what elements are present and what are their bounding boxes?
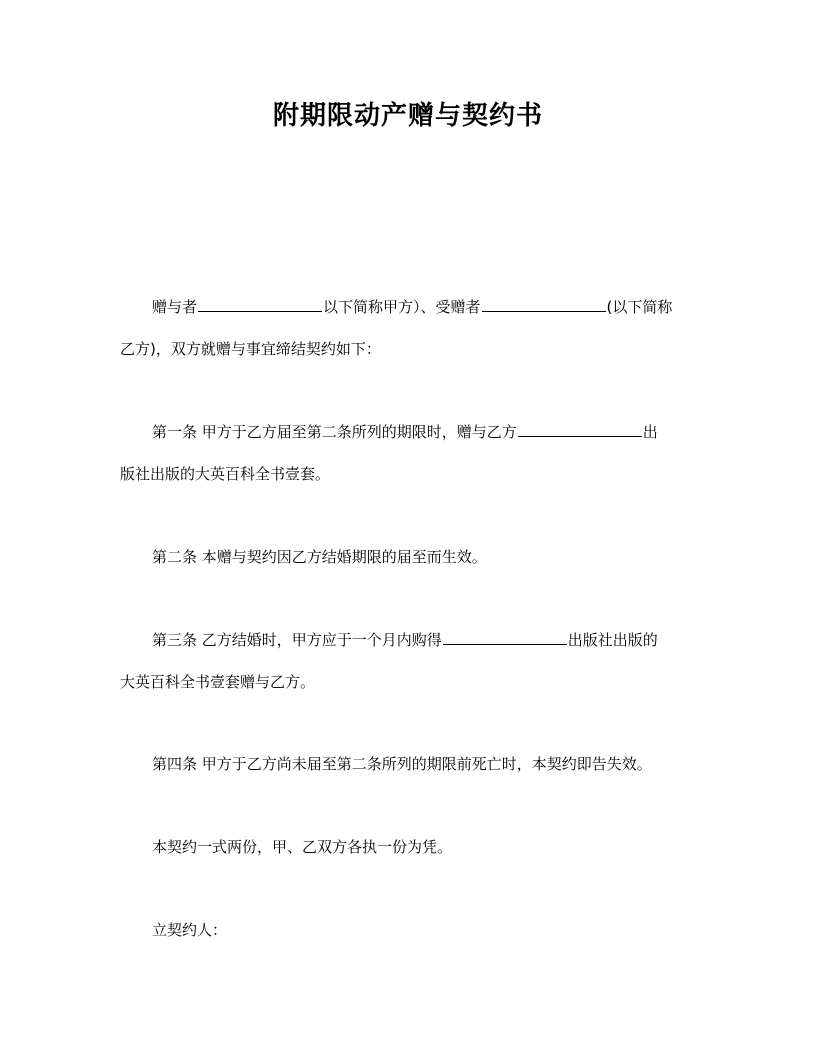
intro-text-abbrev: (以下简称: [606, 298, 673, 316]
intro-paragraph: [120, 286, 700, 370]
article-3-paragraph: [120, 619, 700, 703]
signatory-paragraph: [120, 909, 700, 951]
intro-text-donor: 赠与者: [152, 298, 198, 316]
article-4-paragraph: [120, 743, 700, 785]
article-1-text: 第一条 甲方于乙方届至第二条所列的期限时，赠与乙方: [152, 423, 517, 441]
intro-line-2: 乙方)，双方就赠与事宜缔结契约如下：: [120, 340, 381, 358]
article-1-line-1: [120, 411, 700, 453]
intro-line-1: [120, 286, 700, 328]
article-3-line-2: 大英百科全书壹套赠与乙方。: [120, 673, 316, 691]
copies-paragraph: [120, 826, 700, 868]
copies-text: 本契约一式两份，甲、乙双方各执一份为凭。: [152, 838, 453, 856]
publisher-blank-1: [518, 421, 642, 437]
intro-text-donee: 以下简称甲方）、受赠者: [323, 298, 481, 316]
article-1-line-2: 版社出版的大英百科全书壹套。: [120, 465, 331, 483]
donor-blank: [198, 296, 322, 312]
donee-blank: [482, 296, 606, 312]
article-3-line-1: [120, 619, 700, 661]
article-2-text: 第二条 本赠与契约因乙方结婚期限的届至而生效。: [152, 548, 487, 566]
article-2-paragraph: [120, 536, 700, 578]
article-3-text-publisher: 出版社出版的: [567, 631, 658, 649]
document-title: 附期限动产赠与契约书: [272, 101, 543, 131]
publisher-blank-2: [443, 629, 567, 645]
article-1-paragraph: [120, 411, 700, 495]
signatory-label: 立契约人：: [152, 921, 228, 939]
article-3-text: 第三条 乙方结婚时，甲方应于一个月内购得: [152, 631, 442, 649]
article-4-text: 第四条 甲方于乙方尚未届至第二条所列的期限前死亡时，本契约即告失效。: [152, 755, 652, 773]
article-1-text-out: 出: [642, 423, 658, 441]
